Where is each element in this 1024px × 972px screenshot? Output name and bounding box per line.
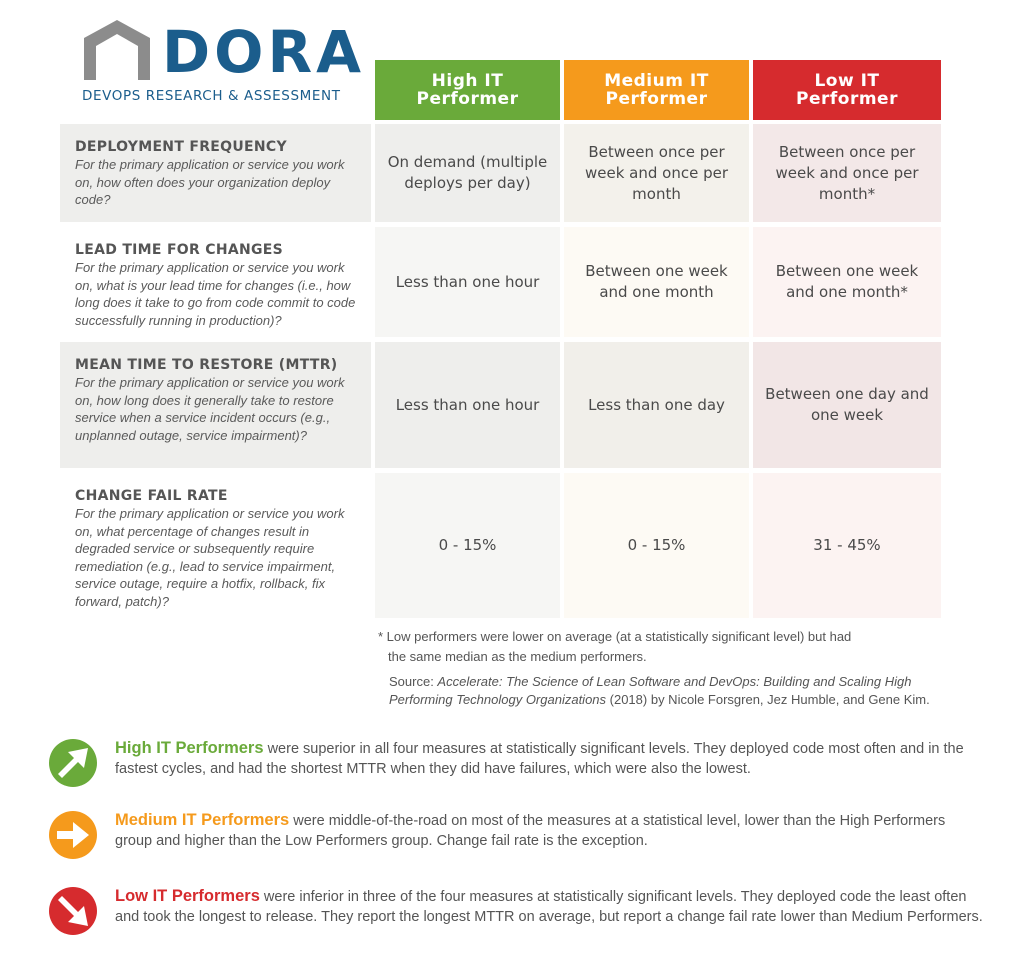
cell-high: 0 - 15% [375,473,560,618]
summary-text: were inferior in three of the four measures at statistically significant levels. They deployed code the least often and took the longest to release. They report the longest MTTR on average, but report a change fail rate lower than Medium Performers. [115,889,983,925]
house-outline-icon [80,16,154,84]
logo-subtitle: DEVOPS RESEARCH & ASSESSMENT [82,88,341,104]
summary-heading: Low IT Performers [115,887,260,905]
dora-logo [80,14,370,106]
source-citation: Source: Accelerate: The Science of Lean Software and DevOps: Building and Scaling High Performing Technology Organizations (2018) by Nicole Forsgren, Jez Humble, and Gene Kim. [389,674,930,707]
row-description: For the primary application or service you work on, what percentage of changes result in degraded service or subsequently require remediation (e.g., lead to service impairment, service outage, require a hotfix, rollback, fix forward, patch)? [75,506,345,609]
row-description: For the primary application or service you work on, what is your lead time for changes (i.e., how long does it take to go from code commit to code successfully running in production)? [75,260,356,328]
summary-text: were superior in all four measures at statistically significant levels. They deployed code most often and in the fastest cycles, and had the shortest MTTR when they did have failures, which were also the lowest. [115,741,964,777]
row-title: MEAN TIME TO RESTORE (MTTR) [75,357,338,373]
logo-wordmark: DORA [162,18,365,86]
cell-high: On demand (multiple deploys per day) [375,124,560,222]
cell-low: Between one day and one week [753,342,941,468]
summary-heading: High IT Performers [115,739,264,757]
row-label-deployment-frequency [60,124,371,222]
row-label-change-fail-rate [60,473,371,618]
cell-low: Between once per week and once per month* [753,124,941,222]
source-book-title: Accelerate: The Science of Lean Software and DevOps: Building and Scaling High Performing Technology Organizations [389,674,912,707]
summary-low-performers [48,886,983,960]
arrow-up-right-icon [48,738,98,788]
cell-medium: Between once per week and once per month [564,124,749,222]
header-high-performer: High IT Performer [375,60,560,120]
row-label-lead-time [60,227,371,337]
summary-text: were middle-of-the-road on most of the measures at a statistical level, lower than the High Performers group and higher than the Low Performers group. Change fail rate is the exception. [115,813,946,849]
cell-high: Less than one hour [375,342,560,468]
row-description: For the primary application or service you work on, how often does your organization deploy code? [75,157,345,207]
cell-high: Less than one hour [375,227,560,337]
header-medium-performer: Medium IT Performer [564,60,749,120]
cell-medium: Less than one day [564,342,749,468]
row-title: LEAD TIME FOR CHANGES [75,242,284,258]
row-label-mttr [60,342,371,468]
row-description: For the primary application or service you work on, how long does it generally take to restore service when a service incident occurs (e.g., unplanned outage, service impairment)? [75,375,345,443]
row-title: CHANGE FAIL RATE [75,488,228,504]
footnote: * Low performers were lower on average (at a statistically significant level) but had the same median as the medium performers. [378,629,852,664]
cell-low: Between one week and one month* [753,227,941,337]
arrow-right-icon [48,810,98,860]
summary-medium-performers [48,810,978,864]
summary-heading: Medium IT Performers [115,811,290,829]
summary-high-performers [48,738,978,792]
arrow-down-right-icon [48,886,98,936]
cell-medium: Between one week and one month [564,227,749,337]
row-title: DEPLOYMENT FREQUENCY [75,139,287,155]
header-low-performer: Low IT Performer [753,60,941,120]
cell-medium: 0 - 15% [564,473,749,618]
cell-low: 31 - 45% [753,473,941,618]
